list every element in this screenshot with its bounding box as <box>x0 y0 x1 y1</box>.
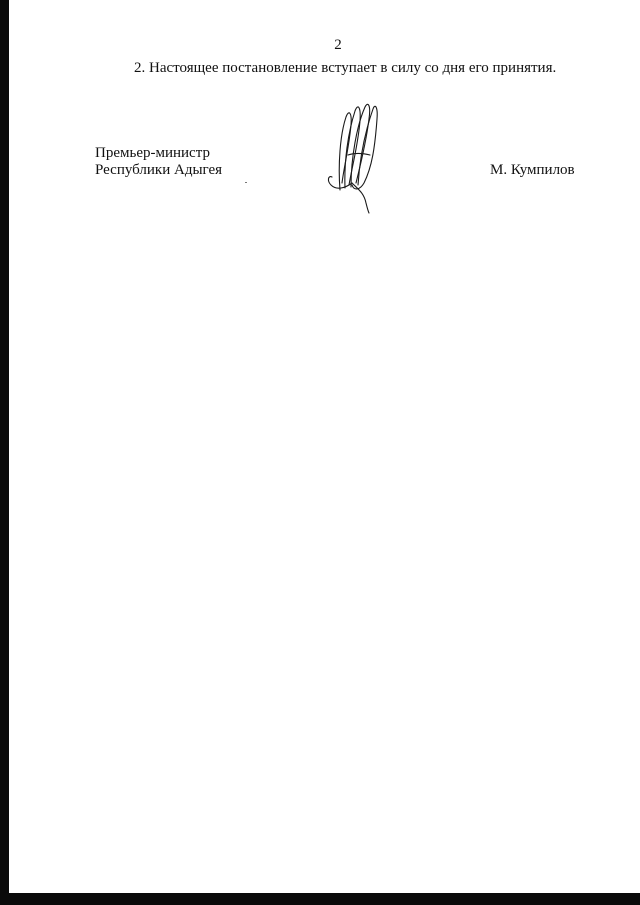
signer-position-line-1: Премьер-министр <box>95 145 210 161</box>
handwritten-signature-icon <box>318 95 388 215</box>
scan-speck <box>245 182 247 183</box>
page-number: 2 <box>334 37 342 53</box>
signer-position <box>95 145 222 179</box>
clause-paragraph: 2. Настоящее постановление вступает в силу со дня его принятия. <box>134 60 557 76</box>
scan-edge-bottom <box>0 893 640 905</box>
signer-name: М. Кумпилов <box>490 162 575 178</box>
signer-position-line-2: Республики Адыгея <box>95 162 223 178</box>
scan-edge-left <box>0 0 9 905</box>
